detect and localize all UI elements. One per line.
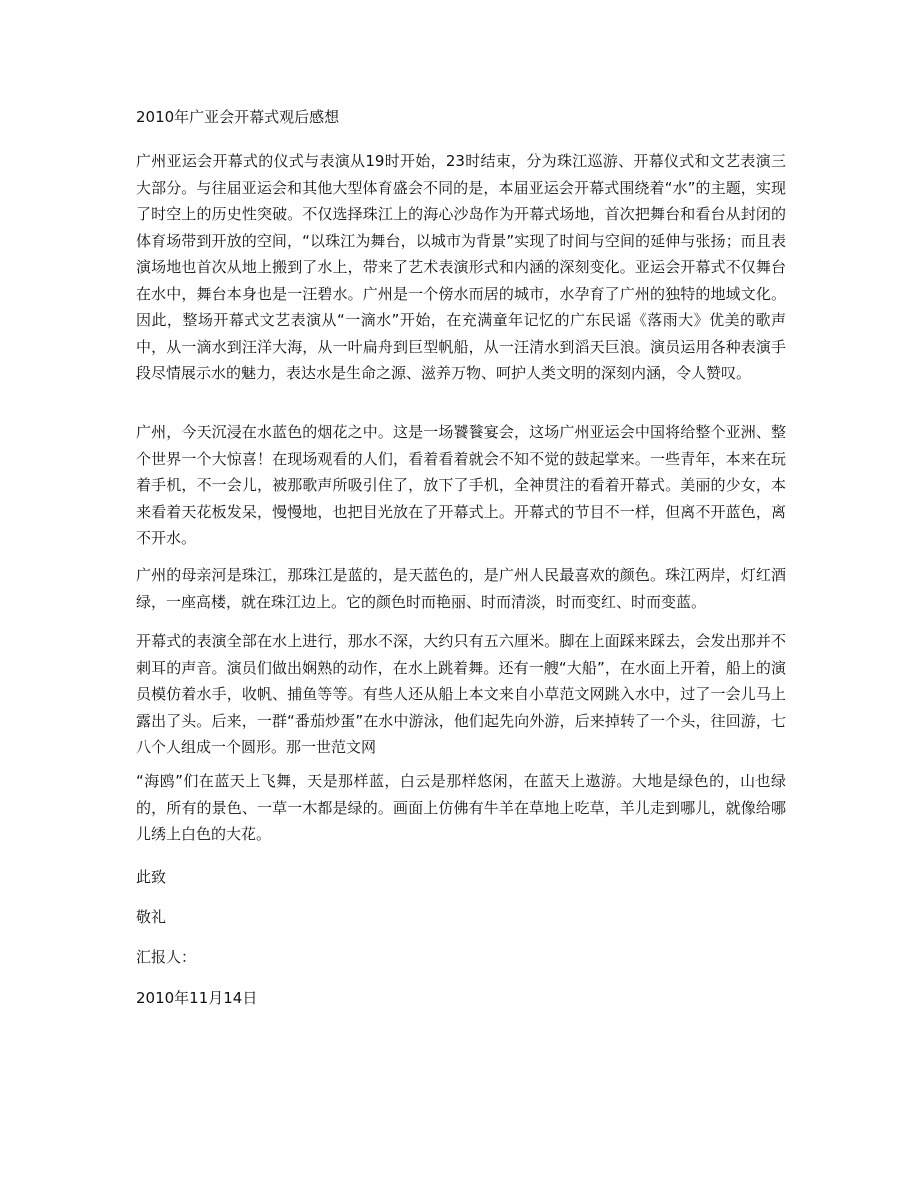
paragraph-seagulls: “海鸥”们在蓝天上飞舞，天是那样蓝，白云是那样悠闲，在蓝天上遨游。大地是绿色的，山也绿的，所有的景色、一草一木都是绿的。画面上仿佛有牛羊在草地上吃草，羊儿走到哪儿，就像给哪儿绣上白色的大花。 <box>136 772 786 843</box>
salute-text: 敬礼 <box>136 908 167 926</box>
reporter-label: 汇报人： <box>136 948 197 966</box>
document-date: 2010年11月14日 <box>136 989 258 1007</box>
paragraph-pearl-river: 广州的母亲河是珠江，那珠江是蓝的，是天蓝色的，是广州人民最喜欢的颜色。珠江两岸，灯红酒绿，一座高楼，就在珠江边上。它的颜色时而艳丽、时而清淡，时而变红、时而变蓝。 <box>136 566 786 611</box>
document-title: 2010年广亚会开幕式观后感想 <box>136 108 340 126</box>
paragraph-blue-fireworks: 广州，今天沉浸在水蓝色的烟花之中。这是一场饕餮宴会，这场广州亚运会中国将给整个亚洲、整个世界一个大惊喜！在现场观看的人们，看着看着就会不知不觉的鼓起掌来。一些青年，本来在玩着手机，不一会儿，被那歌声所吸引住了，放下了手机，全神贯注的看着开幕式。美丽的少女，本来看着天花板发呆，慢慢地，也把目光放在了开幕式上。开幕式的节目不一样，但离不开蓝色，离不开水。 <box>136 423 786 547</box>
paragraph-opening-ceremony: 广州亚运会开幕式的仪式与表演从19时开始，23时结束，分为珠江巡游、开幕仪式和文艺表演三大部分。与往届亚运会和其他大型体育盛会不同的是，本届亚运会开幕式围绕着“水”的主题，实现了时空上的历史性突破。不仅选择珠江上的海心沙岛作为开幕式场地，首次把舞台和看台从封闭的体育场带到开放的空间，“以珠江为舞台，以城市为背景”实现了时间与空间的延伸与张扬；而且表演场地也首次从地上搬到了水上，带来了艺术表演形式和内涵的深刻变化。亚运会开幕式不仅舞台在水中，舞台本身也是一汪碧水。广州是一个傍水而居的城市，水孕育了广州的独特的地域文化。因此，整场开幕式文艺表演从“一滴水”开始，在充满童年记忆的广东民谣《落雨大》优美的歌声中，从一滴水到汪洋大海，从一叶扁舟到巨型帆船，从一汪清水到滔天巨浪。演员运用各种表演手段尽情展示水的魅力，表达水是生命之源、滋养万物、呵护人类文明的深刻内涵，令人赞叹。 <box>136 152 786 382</box>
paragraph-water-performance: 开幕式的表演全部在水上进行，那水不深，大约只有五六厘米。脚在上面踩来踩去，会发出那并不刺耳的声音。演员们做出娴熟的动作，在水上跳着舞。还有一艘“大船”，在水面上开着，船上的演员模仿着水手，收帆、捕鱼等等。有些人还从船上本文来自小草范文网跳入水中，过了一会儿马上露出了头。后来，一群“番茄炒蛋”在水中游泳，他们起先向外游，后来掉转了一个头，往回游，七八个人组成一个圆形。那一世范文网 <box>136 632 786 756</box>
closing-text: 此致 <box>136 868 167 886</box>
